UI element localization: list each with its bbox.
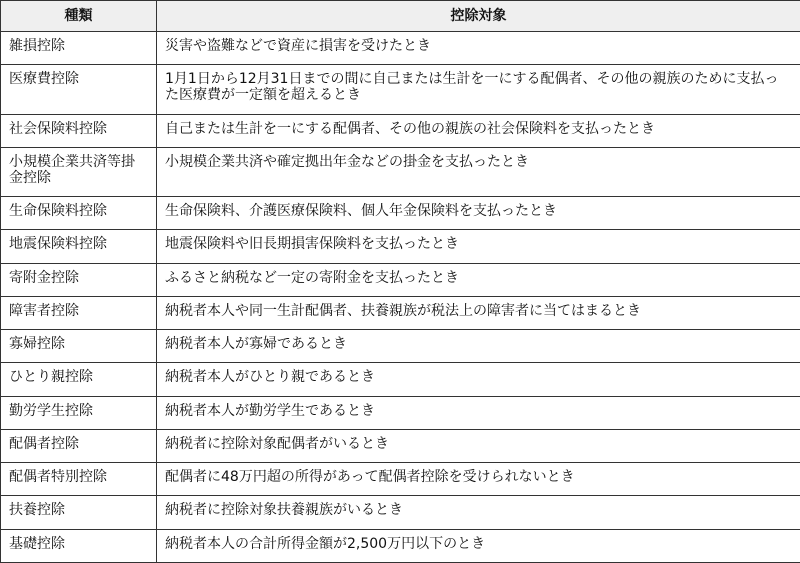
deduction-type: 小規模企業共済等掛金控除	[1, 147, 157, 196]
table-row	[1, 396, 800, 429]
deduction-condition: 配偶者に48万円超の所得があって配偶者控除を受けられないとき	[157, 463, 800, 496]
deduction-condition: 納税者本人の合計所得金額が2,500万円以下のとき	[157, 529, 800, 562]
deduction-condition: 納税者に控除対象扶養親族がいるとき	[157, 496, 800, 529]
table-row	[1, 296, 800, 329]
deduction-type: 生命保険料控除	[1, 197, 157, 230]
deduction-condition: 納税者に控除対象配偶者がいるとき	[157, 429, 800, 462]
deduction-condition: 小規模企業共済や確定拠出年金などの掛金を支払ったとき	[157, 147, 800, 196]
deduction-condition: 納税者本人が勤労学生であるとき	[157, 396, 800, 429]
deduction-type: 寡婦控除	[1, 330, 157, 363]
table-row	[1, 32, 800, 65]
table-row	[1, 363, 800, 396]
table-header-row	[1, 1, 800, 32]
deduction-condition: 1月1日から12月31日までの間に自己または生計を一にする配偶者、その他の親族のために支払った医療費が一定額を超えるとき	[157, 65, 800, 114]
table-row	[1, 65, 800, 114]
deduction-type: 扶養控除	[1, 496, 157, 529]
deduction-type: 雑損控除	[1, 32, 157, 65]
table-row	[1, 197, 800, 230]
table-row	[1, 147, 800, 196]
deduction-condition: 自己または生計を一にする配偶者、その他の親族の社会保険料を支払ったとき	[157, 114, 800, 147]
table-row	[1, 230, 800, 263]
header-type: 種類	[1, 1, 157, 32]
deduction-type: ひとり親控除	[1, 363, 157, 396]
deduction-condition: 納税者本人が寡婦であるとき	[157, 330, 800, 363]
deduction-type: 地震保険料控除	[1, 230, 157, 263]
table-row	[1, 114, 800, 147]
deduction-condition: 災害や盗難などで資産に損害を受けたとき	[157, 32, 800, 65]
table-row	[1, 263, 800, 296]
deduction-type: 勤労学生控除	[1, 396, 157, 429]
deduction-condition: 地震保険料や旧長期損害保険料を支払ったとき	[157, 230, 800, 263]
deduction-condition: 生命保険料、介護医療保険料、個人年金保険料を支払ったとき	[157, 197, 800, 230]
table-row	[1, 330, 800, 363]
table-row	[1, 429, 800, 462]
deduction-type: 配偶者特別控除	[1, 463, 157, 496]
deduction-type: 基礎控除	[1, 529, 157, 562]
deduction-type: 寄附金控除	[1, 263, 157, 296]
header-condition: 控除対象	[157, 1, 800, 32]
deduction-condition: ふるさと納税など一定の寄附金を支払ったとき	[157, 263, 800, 296]
deduction-type: 配偶者控除	[1, 429, 157, 462]
deduction-type: 障害者控除	[1, 296, 157, 329]
table-row	[1, 529, 800, 562]
deduction-condition: 納税者本人がひとり親であるとき	[157, 363, 800, 396]
deduction-condition: 納税者本人や同一生計配偶者、扶養親族が税法上の障害者に当てはまるとき	[157, 296, 800, 329]
deduction-type: 社会保険料控除	[1, 114, 157, 147]
table-row	[1, 463, 800, 496]
table-row	[1, 496, 800, 529]
deduction-type: 医療費控除	[1, 65, 157, 114]
